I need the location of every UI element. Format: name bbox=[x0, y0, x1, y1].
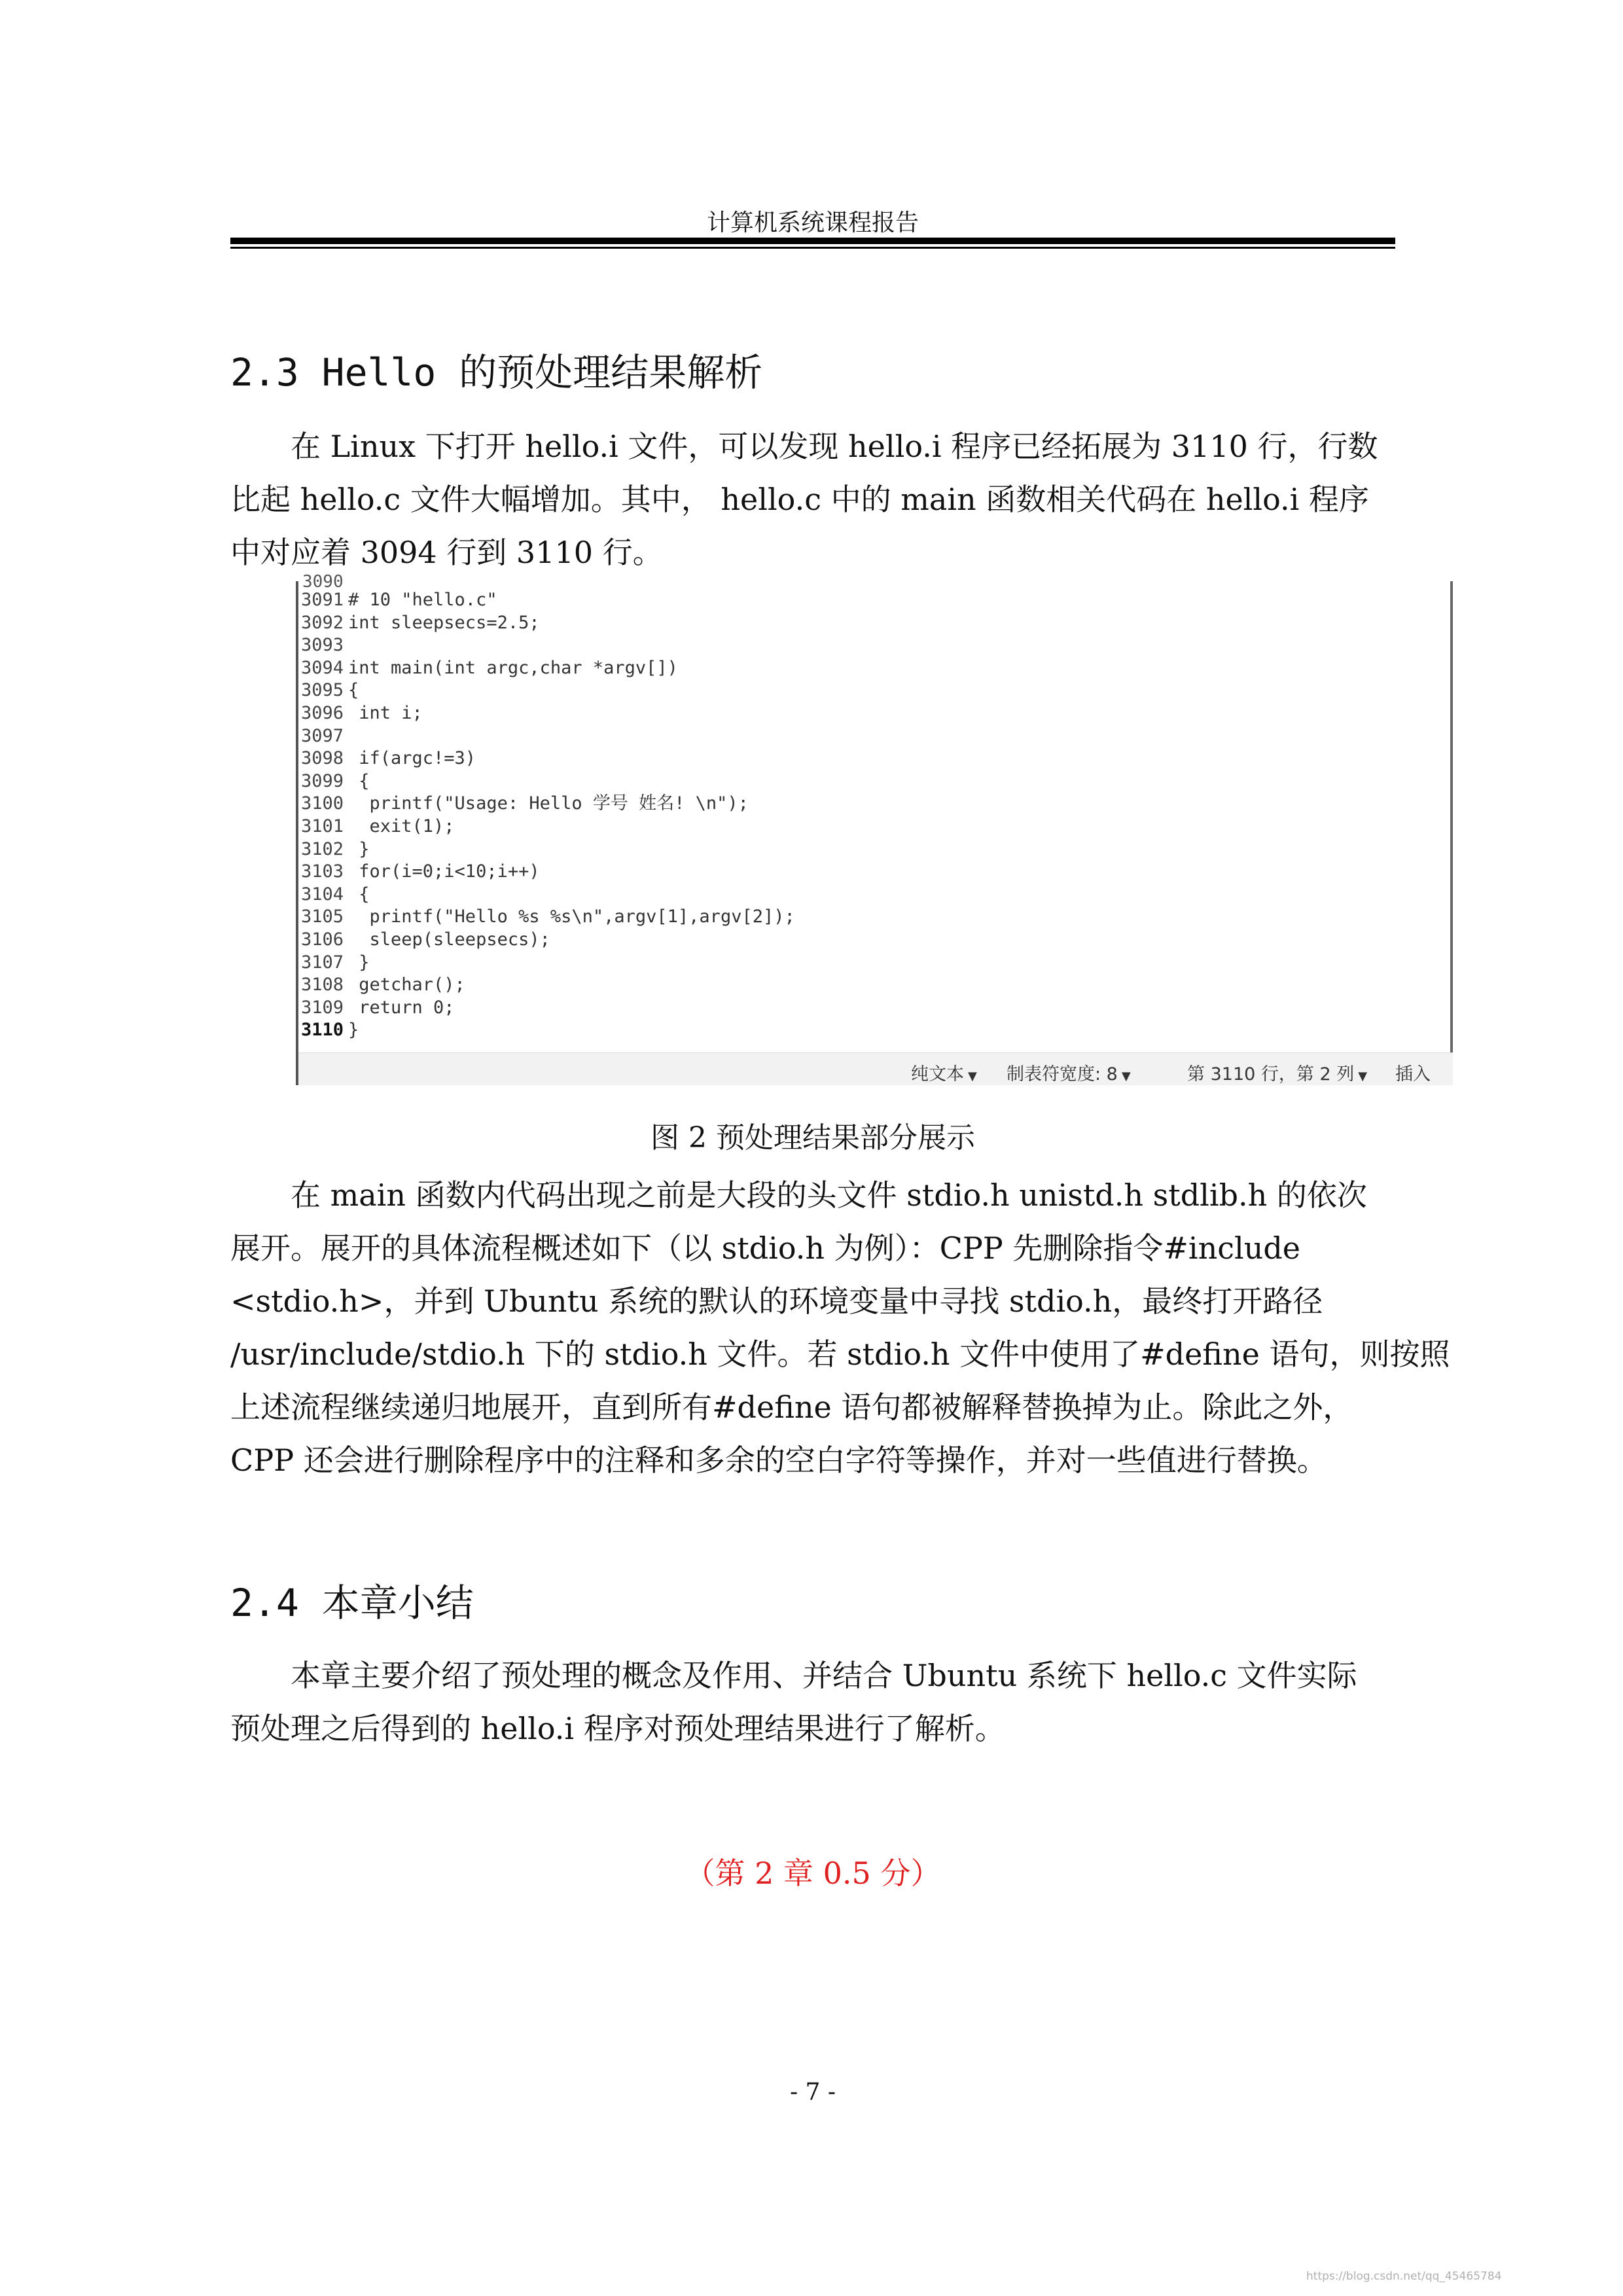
line-number: 3099 bbox=[301, 770, 344, 791]
line-number: 3105 bbox=[301, 906, 344, 927]
paragraph-preprocess-detail bbox=[230, 1169, 1450, 1487]
line-number: 3109 bbox=[301, 997, 344, 1018]
section-heading-2-4-title: 本章小结 bbox=[321, 1581, 474, 1625]
line-number: 3091 bbox=[301, 590, 344, 610]
line-text: printf("Hello %s %s\n",argv[1],argv[2]); bbox=[348, 906, 795, 927]
code-line bbox=[301, 702, 795, 725]
line-number: 3106 bbox=[301, 929, 344, 950]
line-text: printf("Usage: Hello 学号 姓名! \n"); bbox=[348, 793, 749, 814]
paragraph-line: 本章主要介绍了预处理的概念及作用、并结合 Ubuntu 系统下 hello.c 文件实际 bbox=[291, 1658, 1357, 1693]
code-line bbox=[301, 997, 795, 1020]
paragraph-line: 中对应着 3094 行到 3110 行。 bbox=[230, 535, 663, 570]
paragraph-line: 在 main 函数内代码出现之前是大段的头文件 stdio.h unistd.h stdlib.h 的依次 bbox=[291, 1177, 1367, 1213]
code-lines bbox=[301, 589, 795, 1042]
chapter-score-note: （第 2 章 0.5 分） bbox=[685, 1856, 941, 1891]
chevron-down-icon: ▼ bbox=[1121, 1069, 1131, 1083]
line-number: 3092 bbox=[301, 612, 344, 633]
line-number: 3096 bbox=[301, 702, 344, 723]
code-line-current bbox=[301, 1019, 795, 1042]
editor-statusbar bbox=[298, 1052, 1453, 1085]
code-line bbox=[301, 725, 795, 748]
code-line bbox=[301, 747, 795, 770]
line-text: getchar(); bbox=[348, 975, 465, 996]
line-text: { bbox=[348, 884, 370, 905]
line-number: 3103 bbox=[301, 861, 344, 882]
paragraph-line: 在 Linux 下打开 hello.i 文件，可以发现 hello.i 程序已经拓展为 3110 行，行数 bbox=[291, 429, 1378, 464]
section-heading-2-3 bbox=[230, 342, 762, 397]
section-heading-2-3-title: 的预处理结果解析 bbox=[459, 350, 763, 395]
code-line bbox=[301, 861, 795, 884]
code-line bbox=[301, 952, 795, 975]
line-number: 3095 bbox=[301, 680, 344, 701]
code-line bbox=[301, 816, 795, 838]
line-number: 3107 bbox=[301, 952, 344, 973]
paragraph-line: 比起 hello.c 文件大幅增加。其中， hello.c 中的 main 函数相关代码在 hello.i 程序 bbox=[230, 482, 1369, 517]
line-text: return 0; bbox=[348, 997, 455, 1018]
paragraph-2-3-intro bbox=[230, 420, 1395, 579]
partial-line-number: 3090 bbox=[302, 572, 344, 592]
section-heading-2-4 bbox=[230, 1572, 474, 1627]
line-text: } bbox=[348, 1020, 359, 1041]
line-text: sleep(sleepsecs); bbox=[348, 929, 550, 950]
line-text: { bbox=[348, 680, 359, 701]
code-line bbox=[301, 906, 795, 929]
page-number: - 7 - bbox=[789, 2079, 836, 2106]
line-number: 3098 bbox=[301, 748, 344, 769]
paragraph-line: 预处理之后得到的 hello.i 程序对预处理结果进行了解析。 bbox=[230, 1711, 1005, 1746]
section-heading-2-4-number: 2.4 bbox=[230, 1581, 299, 1625]
line-text: } bbox=[348, 838, 370, 859]
line-text: for(i=0;i<10;i++) bbox=[348, 861, 540, 882]
line-text: int main(int argc,char *argv[]) bbox=[348, 657, 678, 678]
section-heading-2-3-number: 2.3 Hello bbox=[230, 350, 437, 395]
code-line bbox=[301, 589, 795, 612]
code-line bbox=[301, 974, 795, 997]
chevron-down-icon: ▼ bbox=[1358, 1069, 1368, 1083]
line-text: { bbox=[348, 770, 370, 791]
code-line bbox=[301, 612, 795, 635]
figure-caption: 图 2 预处理结果部分展示 bbox=[651, 1121, 975, 1155]
line-text: } bbox=[348, 952, 370, 973]
line-text: int i; bbox=[348, 702, 423, 723]
code-line bbox=[301, 657, 795, 680]
line-number: 3102 bbox=[301, 838, 344, 859]
paragraph-line: 上述流程继续递归地展开，直到所有#define 语句都被解释替换掉为止。除此之外， bbox=[230, 1390, 1353, 1425]
paragraph-line: 展开。展开的具体流程概述如下（以 stdio.h 为例）：CPP 先删除指令#include bbox=[230, 1230, 1300, 1266]
paragraph-line: /usr/include/stdio.h 下的 stdio.h 文件。若 stdio.h 文件中使用了#define 语句，则按照 bbox=[230, 1336, 1450, 1372]
line-number: 3108 bbox=[301, 975, 344, 996]
line-number: 3104 bbox=[301, 884, 344, 905]
cursor-position-selector[interactable]: 第 3110 行，第 2 列 ▼ bbox=[1187, 1064, 1368, 1085]
code-line bbox=[301, 929, 795, 952]
line-text: exit(1); bbox=[348, 816, 455, 836]
editor-scrollbar bbox=[1450, 581, 1453, 1052]
paragraph-line: CPP 还会进行删除程序中的注释和多余的空白字符等操作，并对一些值进行替换。 bbox=[230, 1443, 1327, 1478]
header-rule-thick bbox=[230, 238, 1395, 244]
code-line bbox=[301, 884, 795, 906]
line-number: 3100 bbox=[301, 793, 344, 814]
line-text: int sleepsecs=2.5; bbox=[348, 612, 540, 633]
paragraph-line: <stdio.h>，并到 Ubuntu 系统的默认的环境变量中寻找 stdio.h，最终打开路径 bbox=[230, 1283, 1323, 1319]
code-line bbox=[301, 679, 795, 702]
language-selector[interactable]: 纯文本 ▼ bbox=[911, 1064, 977, 1085]
editor-left-border bbox=[296, 581, 298, 1085]
line-number-current: 3110 bbox=[301, 1020, 344, 1041]
code-editor-screenshot bbox=[296, 572, 1453, 1085]
header-rule-thin bbox=[230, 247, 1395, 249]
line-text: # 10 "hello.c" bbox=[348, 590, 497, 610]
line-number: 3101 bbox=[301, 816, 344, 836]
line-text: if(argc!=3) bbox=[348, 748, 476, 769]
line-number: 3094 bbox=[301, 657, 344, 678]
watermark: https://blog.csdn.net/qq_45465784 bbox=[1306, 2270, 1502, 2283]
code-line bbox=[301, 793, 795, 816]
insert-mode-indicator[interactable]: 插入 bbox=[1395, 1064, 1431, 1085]
code-line bbox=[301, 634, 795, 657]
code-line bbox=[301, 838, 795, 861]
tab-width-selector[interactable]: 制表符宽度: 8 ▼ bbox=[1007, 1064, 1131, 1085]
chevron-down-icon: ▼ bbox=[968, 1069, 977, 1083]
line-number: 3097 bbox=[301, 725, 344, 746]
paragraph-chapter-summary bbox=[230, 1649, 1395, 1755]
code-line bbox=[301, 770, 795, 793]
line-number: 3093 bbox=[301, 635, 344, 656]
running-header-title: 计算机系统课程报告 bbox=[706, 209, 919, 236]
